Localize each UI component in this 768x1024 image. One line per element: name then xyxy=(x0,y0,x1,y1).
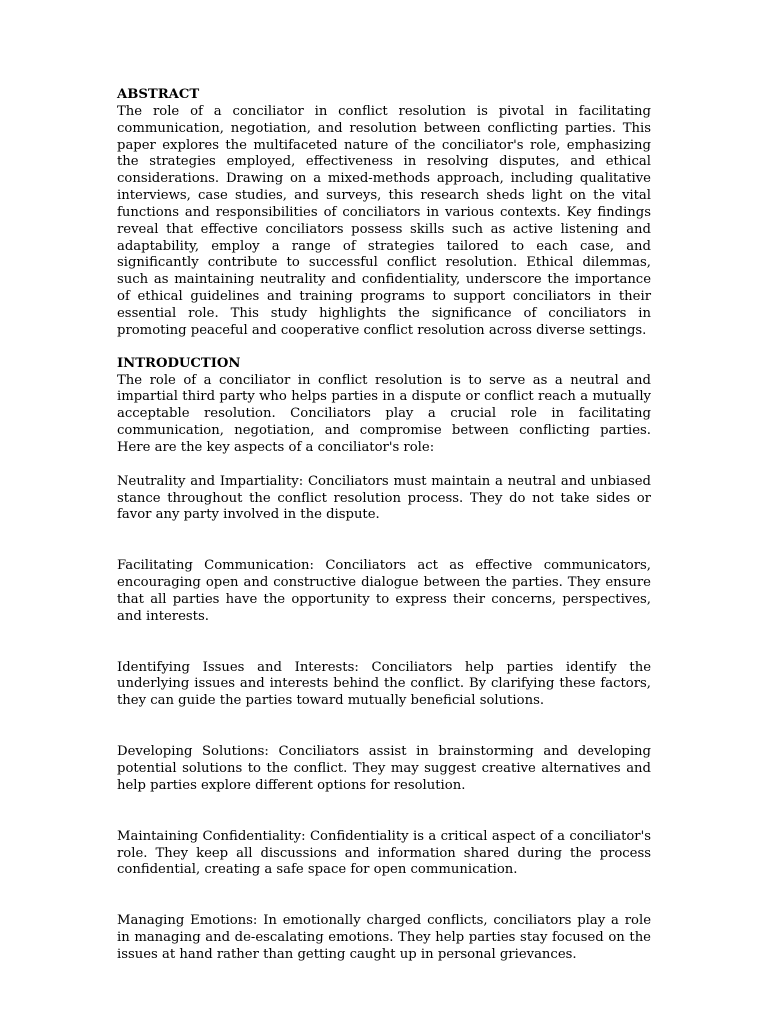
point-facilitating-communication: Facilitating Communication: Conciliators act as effective communicators, encouraging open and constructive dialogue between the parties. They ensure that all parties have the opportunity to express their concerns, perspectives, and interests. xyxy=(117,558,651,624)
point-neutrality: Neutrality and Impartiality: Conciliators must maintain a neutral and unbiased stance throughout the conflict resolution process. They do not take sides or favor any party involved in the dispute. xyxy=(117,473,651,523)
point-identifying-issues: Identifying Issues and Interests: Conciliators help parties identify the underlying issues and interests behind the conflict. By clarifying these factors, they can guide the parties toward mutually beneficial solutions. xyxy=(117,659,651,709)
point-developing-solutions: Developing Solutions: Conciliators assist in brainstorming and developing potential solutions to the conflict. They may suggest creative alternatives and help parties explore different options for resolution. xyxy=(117,744,651,793)
introduction-heading: INTRODUCTION xyxy=(117,355,241,371)
abstract-paragraph: The role of a conciliator in conflict resolution is pivotal in facilitating communication, negotiation, and resolution between conflicting parties. This paper explores the multifaceted nature of the conciliator's role, emphasizing the strategies employed, effectiveness in resolving disputes, and ethical considerations. Drawing on a mixed-methods approach, including qualitative interviews, case studies, and surveys, this research sheds light on the vital functions and responsibilities of conciliators in various contexts. Key findings reveal that effective conciliators possess skills such as active listening and adaptability, employ a range of strategies tailored to each case, and significantly contribute to successful conflict resolution. Ethical dilemmas, such as maintaining neutrality and confidentiality, underscore the importance of ethical guidelines and training programs to support conciliators in their essential role. This study highlights the significance of conciliators in promoting peaceful and cooperative conflict resolution across diverse settings. xyxy=(117,103,651,338)
abstract-heading: ABSTRACT xyxy=(117,87,200,102)
point-managing-emotions: Managing Emotions: In emotionally charged conflicts, conciliators play a role in managing and de-escalating emotions. They help parties stay focused on the issues at hand rather than getting caught up in personal grievances. xyxy=(117,913,651,962)
point-maintaining-confidentiality: Maintaining Confidentiality: Confidentiality is a critical aspect of a conciliator's role. They keep all discussions and information shared during the process confidential, creating a safe space for open communication. xyxy=(117,828,651,878)
introduction-paragraph: The role of a conciliator in conflict resolution is to serve as a neutral and impartial third party who helps parties in a dispute or conflict reach a mutually acceptable resolution. Conciliators play a crucial role in facilitating communication, negotiation, and compromise between conflicting parties. Here are the key aspects of a conciliator's role: xyxy=(117,372,651,455)
